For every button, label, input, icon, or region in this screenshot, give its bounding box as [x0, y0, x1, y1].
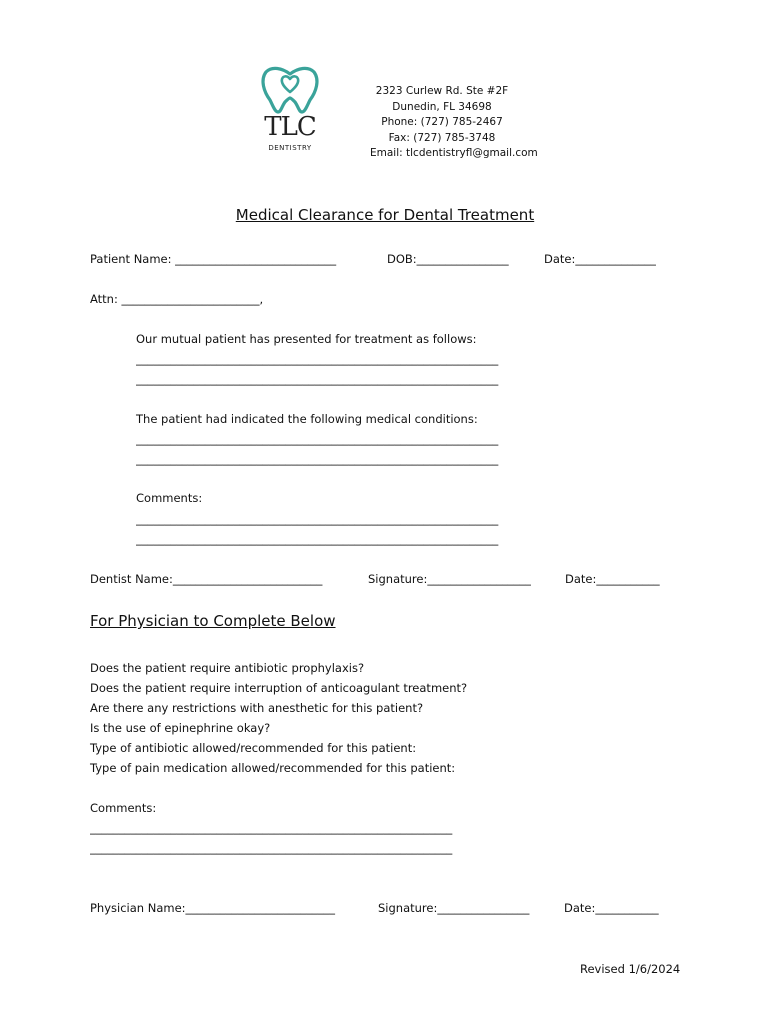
- question-anticoagulant: Does the patient require interruption of anticoagulant treatment?: [90, 681, 468, 695]
- practice-address: [370, 84, 538, 162]
- conditions-line-2[interactable]: _______________________________________________________________: [136, 452, 499, 466]
- physician-comments-line-1[interactable]: _______________________________________________________________: [90, 821, 453, 835]
- question-antibiotic-type: Type of antibiotic allowed/recommended for this patient:: [90, 741, 417, 755]
- date-field[interactable]: Date:______________: [544, 252, 656, 266]
- address-city: Dunedin, FL 34698: [392, 100, 492, 113]
- comments-label: Comments:: [136, 491, 203, 505]
- question-antibiotic-prophylaxis: Does the patient require antibiotic prophylaxis?: [90, 661, 365, 675]
- treatment-line-2[interactable]: _______________________________________________________________: [136, 372, 499, 386]
- physician-comments-line-2[interactable]: _______________________________________________________________: [90, 841, 453, 855]
- form-title: Medical Clearance for Dental Treatment: [235, 206, 535, 224]
- address-street: 2323 Curlew Rd. Ste #2F: [375, 85, 509, 97]
- dob-field[interactable]: DOB:________________: [387, 252, 509, 266]
- comments-line-1[interactable]: _______________________________________________________________: [136, 512, 499, 526]
- treatment-line-1[interactable]: _______________________________________________________________: [136, 352, 499, 366]
- tooth-heart-icon: [258, 66, 322, 114]
- patient-name-field[interactable]: Patient Name: ____________________________: [90, 252, 337, 266]
- physician-section-heading: For Physician to Complete Below: [90, 612, 336, 630]
- dentist-name-field[interactable]: Dentist Name:__________________________: [90, 572, 323, 586]
- physician-name-field[interactable]: Physician Name:__________________________: [90, 901, 336, 915]
- logo-tagline: DENTISTRY: [268, 144, 312, 152]
- physician-comments-label: Comments:: [90, 801, 157, 815]
- question-epinephrine: Is the use of epinephrine okay?: [90, 721, 271, 735]
- treatment-prompt: Our mutual patient has presented for treatment as follows:: [136, 332, 477, 346]
- dentist-date-field[interactable]: Date:___________: [565, 572, 660, 586]
- question-pain-medication: Type of pain medication allowed/recommended for this patient:: [90, 761, 456, 775]
- tlc-logo: [258, 66, 322, 158]
- conditions-prompt: The patient had indicated the following medical conditions:: [136, 412, 478, 426]
- address-fax: Fax: (727) 785-3748: [388, 131, 496, 144]
- comments-line-2[interactable]: _______________________________________________________________: [136, 532, 499, 546]
- physician-signature-field[interactable]: Signature:________________: [378, 901, 530, 915]
- logo-name: TLC: [264, 112, 316, 142]
- physician-date-field[interactable]: Date:___________: [564, 901, 659, 915]
- conditions-line-1[interactable]: _______________________________________________________________: [136, 432, 499, 446]
- attn-field[interactable]: Attn: ________________________,: [90, 292, 264, 306]
- question-anesthetic: Are there any restrictions with anesthetic for this patient?: [90, 701, 424, 715]
- address-email: Email: tlcdentistryfl@gmail.com: [370, 147, 538, 159]
- revision-date: Revised 1/6/2024: [580, 962, 681, 976]
- dentist-signature-field[interactable]: Signature:__________________: [368, 572, 531, 586]
- address-phone: Phone: (727) 785-2467: [381, 116, 503, 128]
